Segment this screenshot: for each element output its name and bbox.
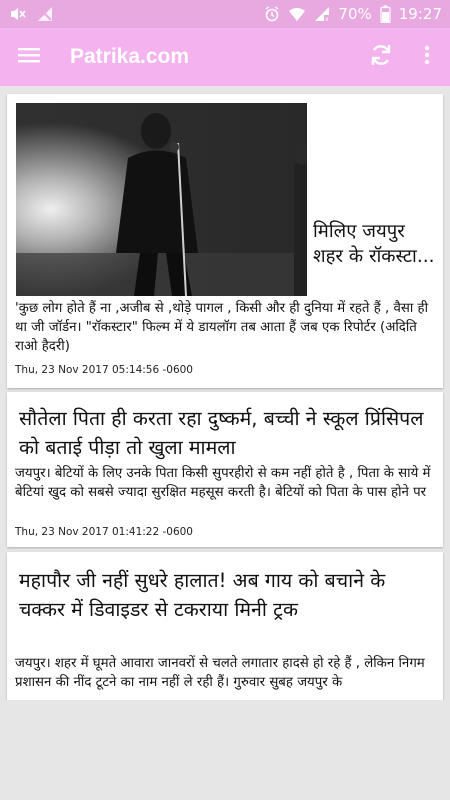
article-description: 'कुछ लोग होते हैं ना ,अजीब से ,थोड़े पागल , किसी और ही दुनिया में रहते हैं , वैसा ही था जी जॉर्डन। "रॉकस्टार" फिल्म में ये डायलॉग तब आता हैं जब एक रिपोर्टर (अदिति राओ हैदरी) (15, 301, 429, 354)
status-time: 19:27 (398, 5, 442, 23)
article-date: Thu, 23 Nov 2017 01:41:22 -0600 (15, 526, 193, 538)
svg-text:x: x (325, 16, 329, 22)
news-feed[interactable] (0, 86, 450, 700)
article-title[interactable]: सौतेला पिता ही करता रहा दुष्कर्म, बच्ची ने स्कूल प्रिंसिपल को बताई पीड़ा तो खुला मामला (19, 407, 424, 459)
overflow-menu-button[interactable] (404, 28, 450, 86)
signal-icon (314, 6, 330, 22)
news-card[interactable] (7, 552, 443, 700)
menu-icon (18, 46, 40, 68)
article-description: जयपुर। बेटियों के लिए उनके पिता किसी सुपरहीरो से कम नहीं होते है , पिता के साये में बेटियां खुद को सबसे ज्यादा सुरक्षित महसूस करती है। बेटियों को पिता के पास होने पर (15, 466, 431, 500)
alarm-icon (264, 6, 280, 22)
overflow-menu-icon (424, 45, 430, 69)
status-bar (0, 0, 450, 28)
wifi-icon (288, 6, 306, 22)
article-title[interactable]: मिलिए जयपुर शहर के रॉकस्टा... (313, 221, 435, 267)
menu-button[interactable] (0, 28, 58, 86)
article-description: जयपुर। शहर में घूमते आवारा जानवरों से चलते लगातार हादसे हो रहे हैं , लेकिन निगम प्रशासन की नींद टूटने का नाम नहीं ले रही हैं। गुरुवार सुबह जयपुर के (15, 656, 425, 690)
article-date: Thu, 23 Nov 2017 05:14:56 -0600 (15, 364, 193, 376)
mute-icon (8, 5, 26, 23)
no-signal-icon (36, 5, 54, 23)
article-thumbnail[interactable] (16, 103, 307, 296)
refresh-icon (368, 42, 394, 72)
article-title[interactable]: महापौर जी नहीं सुधरे हालात! अब गाय को बचाने के चक्कर में डिवाइडर से टकराया मिनी ट्रक (19, 569, 386, 621)
news-card[interactable] (7, 94, 443, 388)
news-card[interactable] (7, 392, 443, 547)
battery-level: 70% (338, 5, 372, 23)
app-title: Patrika.com (70, 45, 190, 68)
app-bar (0, 28, 450, 86)
battery-icon (380, 5, 391, 23)
refresh-button[interactable] (358, 28, 404, 86)
